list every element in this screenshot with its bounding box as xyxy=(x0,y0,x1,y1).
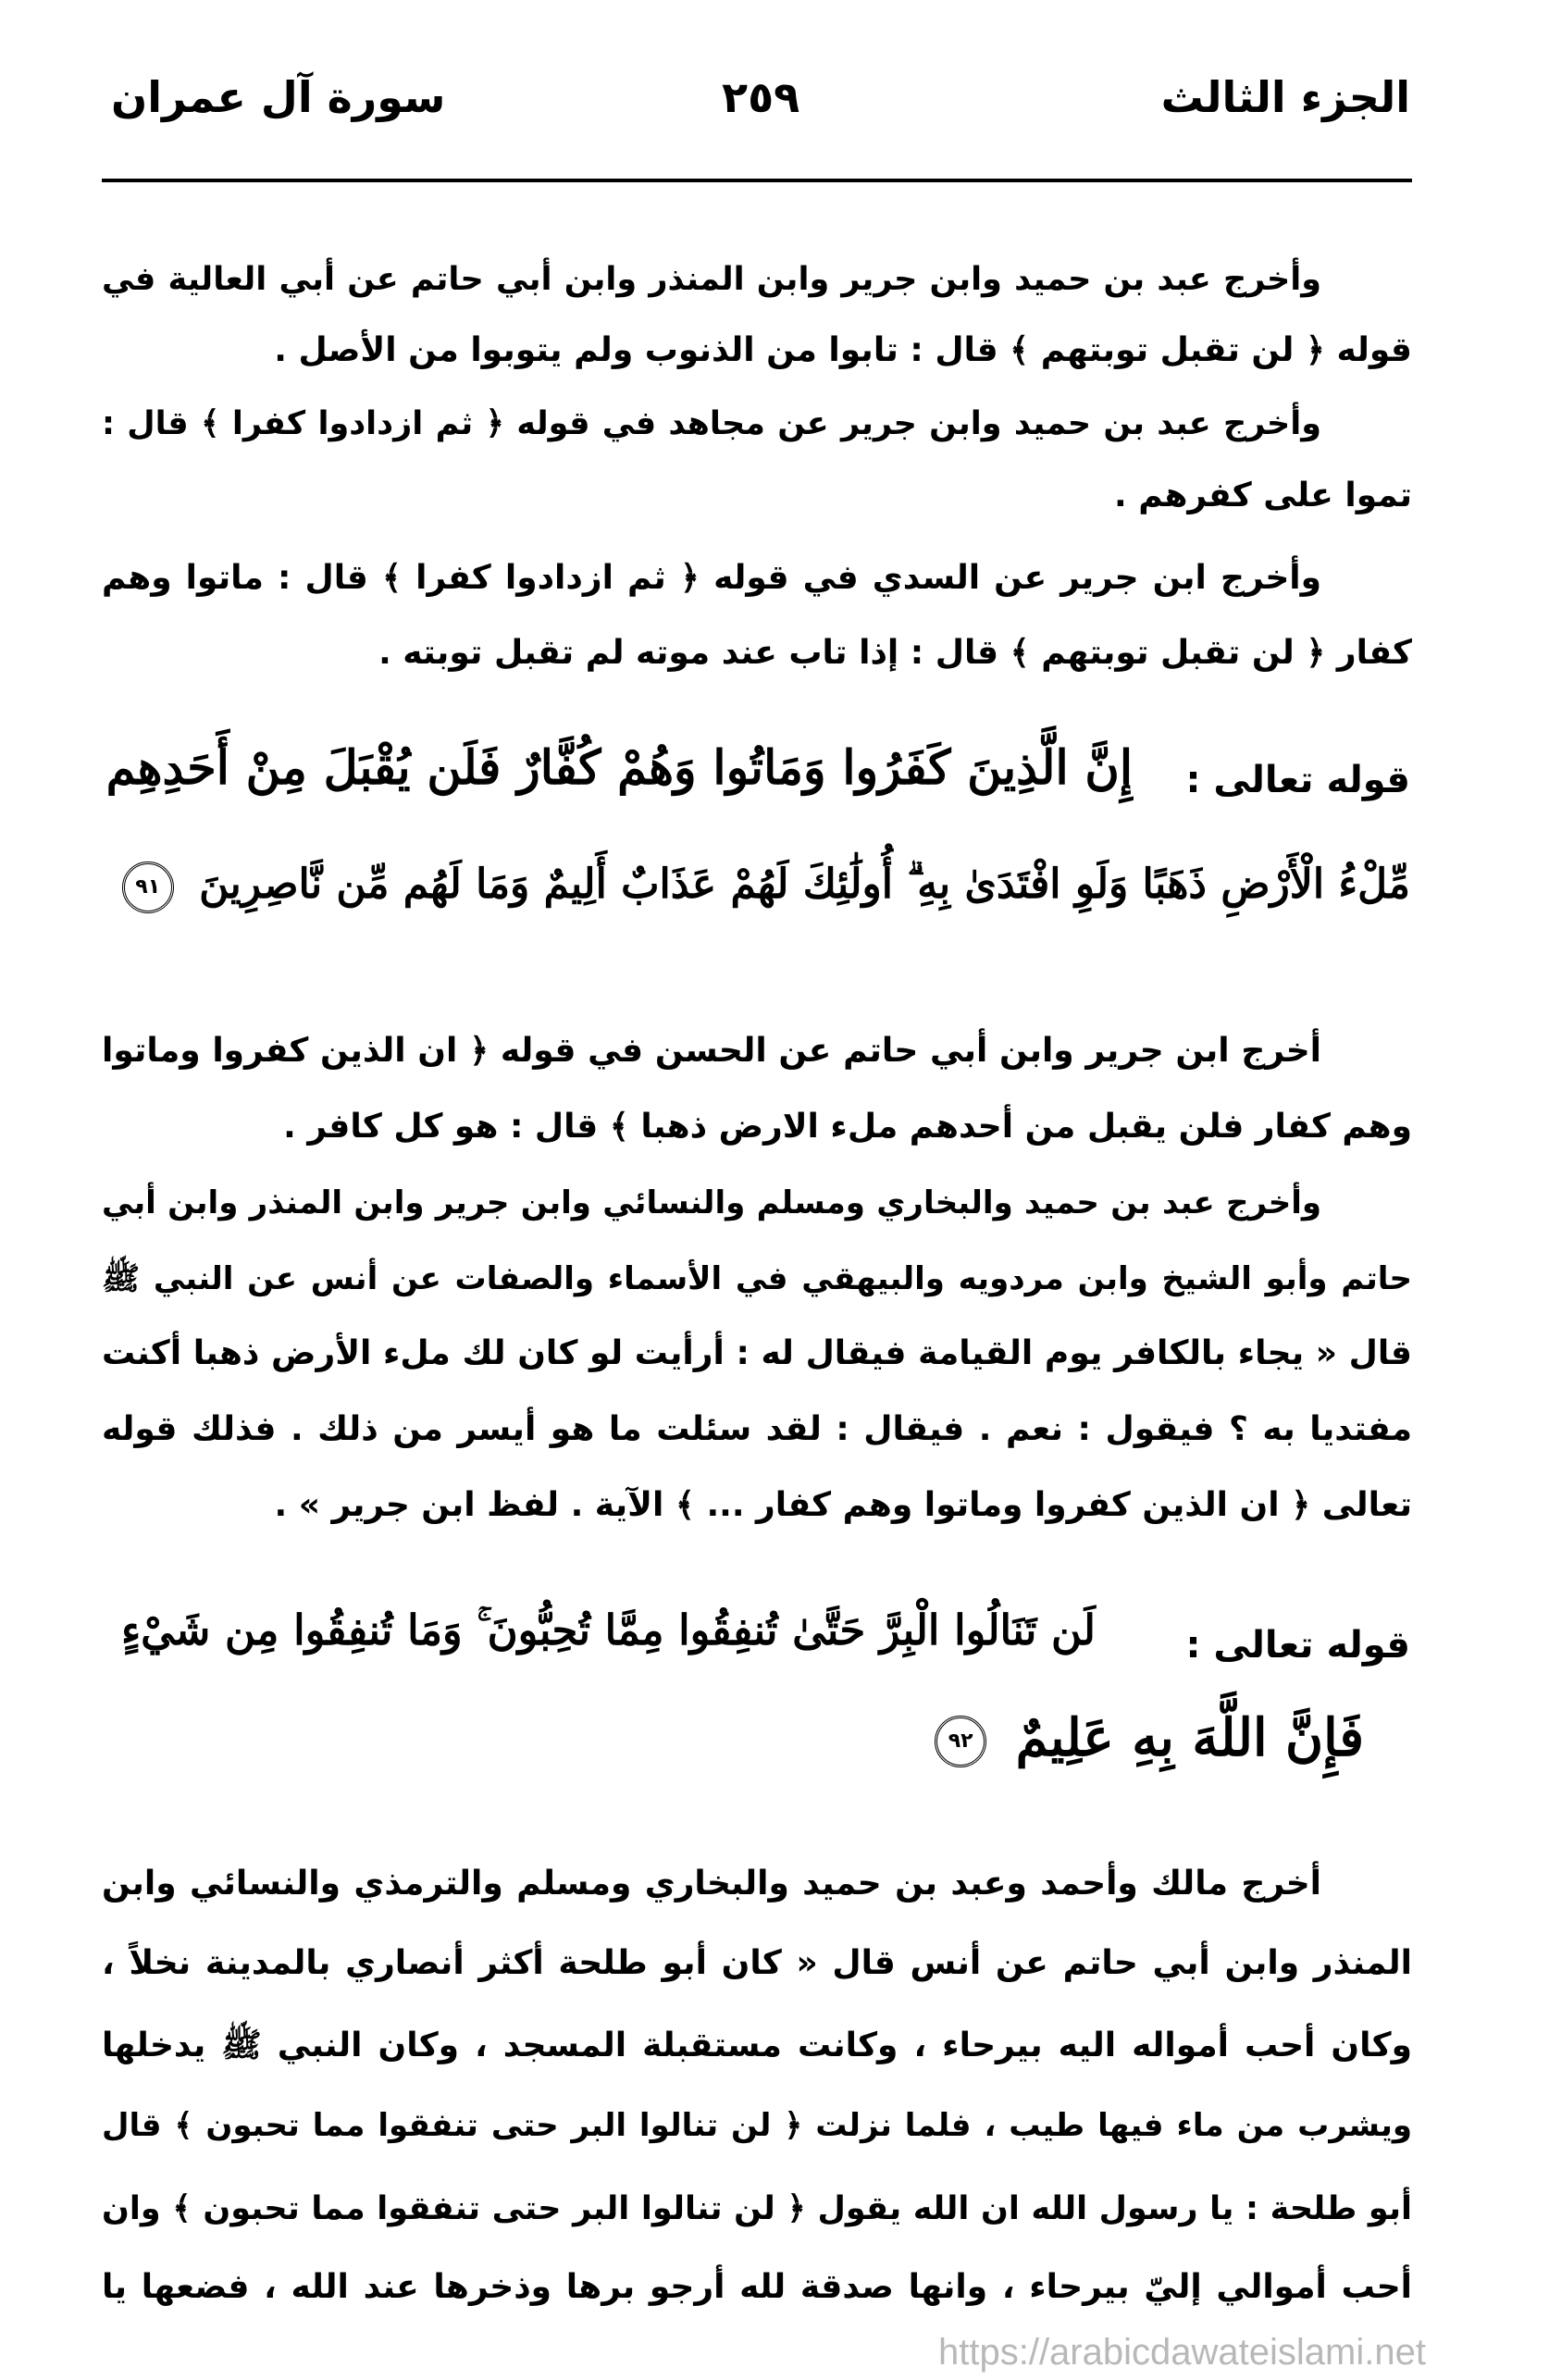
text-line: وكان أحب أمواله اليه بيرحاء ، وكانت مستقبلة المسجد ، وكان النبي ﷺ يدخلها xyxy=(102,2027,1412,2064)
verse-line: لَن تَنَالُوا الْبِرَّ حَتَّىٰ تُنفِقُوا مِمَّا تُحِبُّونَ ۚ وَمَا تُنفِقُوا مِن شَيْءٍ xyxy=(121,1605,1096,1655)
text-line: قوله ﴿ لن تقبل توبتهم ﴾ قال : تابوا من الذنوب ولم يتوبوا من الأصل . xyxy=(274,331,1412,369)
text-line: أحب أموالي إليّ بيرحاء ، وانها صدقة لله أرجو برها وذخرها عند الله ، فضعها يا xyxy=(102,2268,1412,2306)
text-line: أخرج مالك وأحمد وعبد بن حميد والبخاري ومسلم والترمذي والنسائي وابن xyxy=(102,1865,1321,1903)
text-line: تموا على كفرهم . xyxy=(1114,477,1412,514)
text-line: وأخرج عبد بن حميد وابن جرير وابن المنذر وابن أبي حاتم عن أبي العالية في xyxy=(102,261,1321,298)
verse-line: فَإِنَّ اللَّهَ بِهِ عَلِيمٌ xyxy=(1015,1707,1364,1768)
text-line: حاتم وأبو الشيخ وابن مردويه والبيهقي في الأسماء والصفات عن أنس عن النبي ﷺ xyxy=(102,1260,1412,1297)
text-line: مفتديا به ؟ فيقول : نعم . فيقال : لقد سئلت ما هو أيسر من ذلك . فذلك قوله xyxy=(102,1410,1412,1448)
text-line: ويشرب من ماء فيها طيب ، فلما نزلت ﴿ لن تنالوا البر حتى تنفقوا مما تحبون ﴾ قال xyxy=(102,2107,1412,2144)
text-line: وأخرج ابن جرير عن السدي في قوله ﴿ ثم ازدادوا كفرا ﴾ قال : ماتوا وهم xyxy=(102,559,1321,597)
watermark-url: https://arabicdawateislami.net xyxy=(938,2332,1426,2373)
text-line: تعالى ﴿ ان الذين كفروا وماتوا وهم كفار ... ﴾ الآية . لفظ ابن جرير » . xyxy=(274,1486,1412,1524)
verse-label: قوله تعالى : xyxy=(1185,759,1410,801)
page-number: ٢٥٩ xyxy=(722,72,800,122)
ayah-number-marker: ٩٢ xyxy=(935,1716,986,1767)
text-line: وأخرج عبد بن حميد وابن جرير عن مجاهد في قوله ﴿ ثم ازدادوا كفرا ﴾ قال : xyxy=(102,405,1321,442)
ayah-number-marker: ٩١ xyxy=(122,862,174,913)
verse-line-with-marker xyxy=(102,1707,1364,1768)
text-line: المنذر وابن أبي حاتم عن أنس قال « كان أبو طلحة أكثر أنصاري بالمدينة نخلاً ، xyxy=(102,1944,1412,1982)
running-head-part: الجزء الثالث xyxy=(1160,72,1410,122)
verse-line: مِّلْءُ الْأَرْضِ ذَهَبًا وَلَوِ افْتَدَىٰ بِهِ ۗ أُولَٰئِكَ لَهُمْ عَذَابٌ أَلِيمٌ وَمَا لَهُم مِّن نَّاصِرِينَ xyxy=(199,861,1410,908)
verse-line-with-marker xyxy=(102,861,1410,913)
header-rule xyxy=(102,179,1412,182)
text-line: وهم كفار فلن يقبل من أحدهم ملء الارض ذهبا ﴾ قال : هو كل كافر . xyxy=(283,1108,1412,1146)
text-line: قال « يجاء بالكافر يوم القيامة فيقال له : أرأيت لو كان لك ملء الأرض ذهبا أكنت xyxy=(102,1334,1412,1372)
text-line: أخرج ابن جرير وابن أبي حاتم عن الحسن في قوله ﴿ ان الذين كفروا وماتوا xyxy=(102,1032,1321,1070)
text-line: كفار ﴿ لن تقبل توبتهم ﴾ قال : إذا تاب عند موته لم تقبل توبته . xyxy=(378,634,1412,672)
verse-line: إِنَّ الَّذِينَ كَفَرُوا وَمَاتُوا وَهُمْ كُفَّارٌ فَلَن يُقْبَلَ مِنْ أَحَدِهِم xyxy=(105,740,1133,796)
running-head-surah: سورة آل عمران xyxy=(111,72,446,122)
verse-label: قوله تعالى : xyxy=(1185,1624,1410,1667)
text-line: أبو طلحة : يا رسول الله ان الله يقول ﴿ لن تنالوا البر حتى تنفقوا مما تحبون ﴾ وان xyxy=(102,2190,1412,2227)
text-line: وأخرج عبد بن حميد والبخاري ومسلم والنسائي وابن جرير وابن المنذر وابن أبي xyxy=(102,1184,1321,1221)
